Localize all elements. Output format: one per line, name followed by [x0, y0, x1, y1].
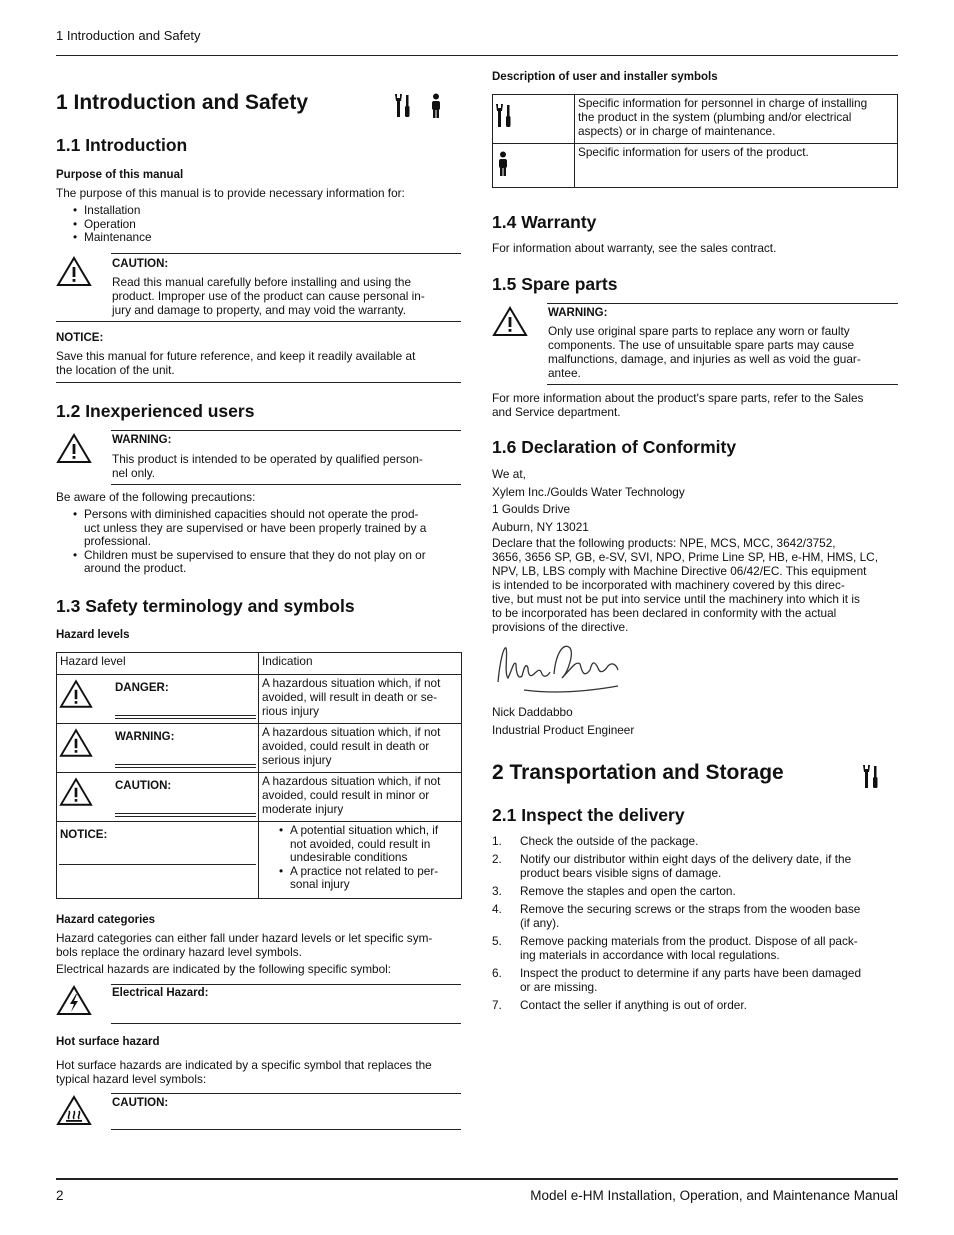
caution-top-rule: [111, 253, 461, 254]
warning-triangle-icon: [492, 306, 528, 337]
section-1-2-title: 1.2 Inexperienced users: [56, 401, 255, 421]
signer-name: Nick Daddabbo: [492, 705, 573, 719]
list-item: 7. Contact the seller if anything is out of order.: [492, 998, 747, 1012]
section-1-1-title: 1.1 Introduction: [56, 135, 188, 155]
section-1-5-title: 1.5 Spare parts: [492, 274, 618, 294]
table-header: Indication: [259, 653, 462, 675]
chapter-2-title: 2 Transportation and Storage: [492, 761, 784, 784]
list-item: • Persons with diminished capacities should not operate the prod- uct unless they are supervised or have been properly trained by a professional.: [73, 508, 463, 549]
spare-parts-more-text: For more information about the product's spare parts, refer to the Sales and Service department.: [492, 391, 864, 419]
danger-label: DANGER:: [115, 682, 169, 694]
electrical-hazard-icon: [56, 985, 92, 1016]
inspection-steps: [492, 834, 902, 1016]
hazard-categories-heading: Hazard categories: [56, 914, 156, 926]
declaration-text: Declare that the following products: NPE, MCS, MCC, 3642/3752, 3656, 3656 SP, GB, e-SV, SVI, NPO, Prime Line SP, HB, e-HM, HMS, LC, NPV, LB, LBS comply with Machine Directive 06/42/EC. This equipment is intended to be incorporated with machinery covered by this direc- tive, but must not be put into service until the machinery into which it is to be incorporated has been declared in conformity with the actual provisions of the directive.: [492, 536, 878, 634]
table-row: [493, 144, 898, 188]
symbols-heading: Description of user and installer symbols: [492, 71, 718, 83]
warning-top-rule: [111, 430, 461, 431]
list-item: • Children must be supervised to ensure that they do not play on or around the product.: [73, 549, 463, 576]
tools-icon: [394, 93, 414, 119]
notice-level-label: NOTICE:: [60, 829, 108, 841]
tools-icon: [862, 764, 882, 790]
notice-label: NOTICE:: [56, 332, 104, 344]
hazard-levels-table: [56, 652, 462, 899]
person-icon: [429, 93, 443, 119]
tools-icon: [495, 101, 515, 131]
table-row: [57, 724, 462, 773]
purpose-text: The purpose of this manual is to provide necessary information for:: [56, 186, 405, 200]
warning-level-label: WARNING:: [115, 731, 175, 743]
table-header: Hazard level: [57, 653, 259, 675]
precautions-intro: Be aware of the following precautions:: [56, 490, 256, 504]
purpose-heading: Purpose of this manual: [56, 169, 184, 181]
section-1-4-title: 1.4 Warranty: [492, 212, 597, 232]
signer-title: Industrial Product Engineer: [492, 723, 635, 737]
caution-triangle-icon: [59, 777, 93, 807]
caution-level-label: CAUTION:: [115, 780, 172, 792]
list-item: 1. Check the outside of the package.: [492, 834, 699, 848]
list-item: 2. Notify our distributor within eight days of the delivery date, if the product bears visible signs of damage.: [492, 852, 852, 880]
notice-text: Save this manual for future reference, and keep it readily available at the location of the unit.: [56, 349, 416, 377]
symbols-table: [492, 94, 898, 188]
running-head: 1 Introduction and Safety: [56, 28, 201, 43]
spare-warning-label: WARNING:: [548, 307, 608, 319]
warranty-text: For information about warranty, see the sales contract.: [492, 241, 777, 255]
person-icon: [496, 149, 510, 179]
notice-top-rule: [56, 321, 461, 322]
section-1-6-title: 1.6 Declaration of Conformity: [492, 437, 737, 457]
section-1-3-title: 1.3 Safety terminology and symbols: [56, 596, 355, 616]
list-item: 3. Remove the staples and open the carton.: [492, 884, 736, 898]
user-symbol-description: Specific information for users of the product.: [575, 144, 898, 188]
warning-bottom-rule: [111, 484, 461, 485]
warning-text: This product is intended to be operated by qualified person- nel only.: [112, 452, 423, 480]
spare-warning-bottom-rule: [547, 384, 898, 385]
warning-triangle-icon: [59, 728, 93, 758]
electrical-top-rule: [111, 984, 461, 985]
list-item: • Installation: [73, 204, 453, 218]
hot-surface-caution-label: CAUTION:: [112, 1097, 169, 1109]
list-item: 5. Remove packing materials from the product. Dispose of all pack- ing materials in accordance with local regulations.: [492, 934, 858, 962]
footer-title: Model e-HM Installation, Operation, and Maintenance Manual: [530, 1188, 898, 1203]
table-row: [57, 773, 462, 822]
list-item: • Maintenance: [73, 231, 453, 245]
electrical-intro: Electrical hazards are indicated by the following specific symbol:: [56, 962, 392, 976]
table-row: [57, 822, 462, 899]
hazard-levels-heading: Hazard levels: [56, 629, 130, 641]
signature: [494, 640, 624, 696]
header-rule: [56, 55, 898, 56]
spare-warning-text: Only use original spare parts to replace any worn or faulty components. The use of unsuitable spare parts may cause malfunctions, damage, and injuries as well as void the guar- antee.: [548, 324, 861, 380]
installer-symbol-description: Specific information for personnel in charge of installing the product in the system (plumbing and/or electrical aspects) or in charge of maintenance.: [575, 95, 898, 144]
section-2-1-title: 2.1 Inspect the delivery: [492, 805, 685, 825]
list-item: • A potential situation which, if not avoided, could result in undesirable conditions: [279, 824, 458, 865]
warning-indication: A hazardous situation which, if not avoided, could result in death or serious injury: [259, 724, 462, 773]
electrical-bottom-rule: [111, 1023, 461, 1024]
list-item: 6. Inspect the product to determine if any parts have been damaged or are missing.: [492, 966, 862, 994]
chapter-1-title: 1 Introduction and Safety: [56, 91, 309, 114]
page-number: 2: [56, 1188, 64, 1203]
danger-triangle-icon: [59, 679, 93, 709]
warning-label: WARNING:: [112, 434, 172, 446]
footer-rule: [56, 1178, 898, 1180]
hot-surface-icon: [56, 1095, 92, 1126]
list-item: • A practice not related to per- sonal injury: [279, 865, 458, 892]
list-item: • Operation: [73, 218, 453, 232]
precautions-list: [73, 508, 463, 576]
table-row: [493, 95, 898, 144]
declaration-address: We at, Xylem Inc./Goulds Water Technology 1 Goulds Drive Auburn, NY 13021: [492, 467, 685, 534]
hazard-categories-text: Hazard categories can either fall under hazard levels or let specific sym- bols replace the ordinary hazard level symbols.: [56, 931, 433, 959]
purpose-list: [73, 204, 453, 245]
warning-triangle-icon: [56, 433, 92, 464]
caution-indication: A hazardous situation which, if not avoided, could result in minor or moderate injury: [259, 773, 462, 822]
spare-warning-top-rule: [547, 303, 898, 304]
table-row: [57, 675, 462, 724]
list-item: 4. Remove the securing screws or the straps from the wooden base (if any).: [492, 902, 861, 930]
caution-label: CAUTION:: [112, 258, 169, 270]
caution-text: Read this manual carefully before installing and using the product. Improper use of the product can cause personal in- jury and damage to property, and may void the warranty.: [112, 275, 425, 317]
hot-surface-heading: Hot surface hazard: [56, 1036, 160, 1048]
electrical-hazard-label: Electrical Hazard:: [112, 987, 209, 999]
hot-surface-text: Hot surface hazards are indicated by a specific symbol that replaces the typical hazard level symbols:: [56, 1058, 432, 1086]
hot-surface-top-rule: [111, 1093, 461, 1094]
hot-surface-bottom-rule: [111, 1129, 461, 1130]
notice-indication: [259, 822, 462, 899]
notice-bottom-rule: [56, 382, 461, 383]
danger-indication: A hazardous situation which, if not avoided, will result in death or se- rious injury: [259, 675, 462, 724]
warning-triangle-icon: [56, 256, 92, 287]
